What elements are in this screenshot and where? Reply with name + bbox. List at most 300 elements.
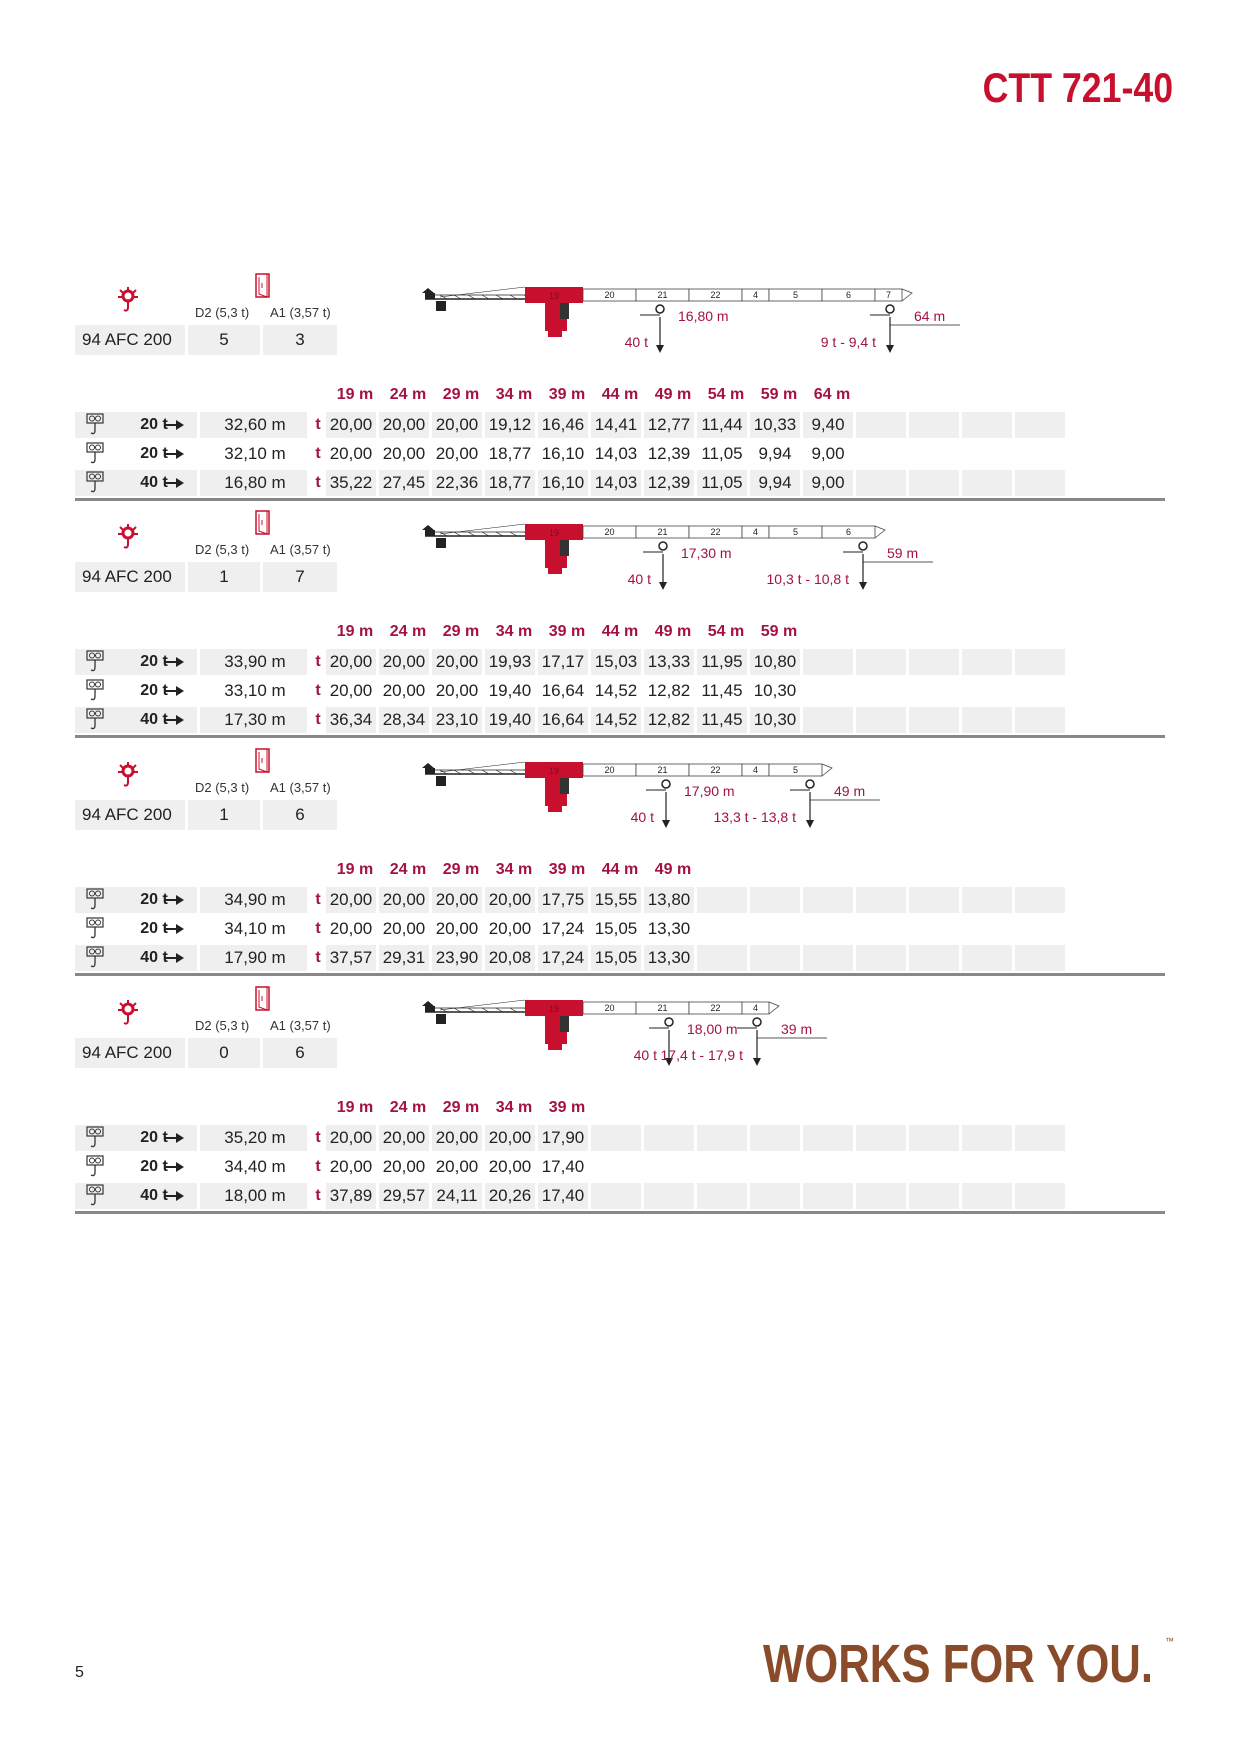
config-row <box>75 562 340 592</box>
radius-column-header: 49 m <box>654 386 692 403</box>
load-value: 20,08 <box>488 948 532 967</box>
load-value: 17,17 <box>541 652 585 671</box>
load-value: 16,64 <box>541 710 585 729</box>
value-cell-bg <box>909 1183 959 1209</box>
hook-block-icon <box>84 945 106 971</box>
row-unit: t <box>315 920 321 937</box>
value-cell-bg <box>909 916 959 942</box>
value-cell-bg <box>1015 1154 1065 1180</box>
jib-segment-label: 22 <box>710 765 721 775</box>
load-value: 24,11 <box>436 1186 478 1205</box>
jib-segment-label: 19 <box>548 291 560 301</box>
value-cell-bg <box>697 1154 747 1180</box>
load-value: 12,39 <box>647 473 691 492</box>
load-value: 20,00 <box>488 1128 532 1147</box>
hoist-crane-icon <box>115 760 141 790</box>
load-value: 20,00 <box>435 919 479 938</box>
value-cell-bg <box>909 945 959 971</box>
page-title: CTT 721-40 <box>982 64 1173 111</box>
jib-segment-label: 4 <box>752 1003 759 1013</box>
value-cell-bg <box>909 1125 959 1151</box>
radius-column-header: 24 m <box>389 623 427 640</box>
radius-column-header: 44 m <box>601 386 639 403</box>
load-value: 15,05 <box>594 948 638 967</box>
load-value: 23,10 <box>435 710 479 729</box>
page-number: 5 <box>75 1664 84 1681</box>
value-cell-bg <box>591 1183 641 1209</box>
value-cell-bg <box>962 945 1012 971</box>
value-cell-bg <box>1015 1125 1065 1151</box>
value-cell-bg <box>856 707 906 733</box>
counterweight-door-icon <box>255 273 271 299</box>
tip-load-label: 13,3 t - 13,8 t <box>713 809 796 825</box>
row-reach: 16,80 m <box>224 473 286 492</box>
reach-40t-label: 17,30 m <box>681 545 732 561</box>
value-cell-bg <box>856 887 906 913</box>
arrow-right-icon <box>163 419 185 431</box>
value-cell-bg <box>909 887 959 913</box>
jib-segment-label: 21 <box>657 290 668 300</box>
load-chart-section <box>75 998 1165 1248</box>
load-value: 36,34 <box>329 710 373 729</box>
load-value: 12,39 <box>647 444 691 463</box>
load-value: 20,00 <box>435 1128 479 1147</box>
reach-40t-label: 17,90 m <box>684 783 735 799</box>
value-cell-bg <box>697 887 747 913</box>
load-value: 29,31 <box>382 948 426 967</box>
jib-segment-label: 22 <box>710 290 721 300</box>
load-value: 10,80 <box>753 652 797 671</box>
row-load: 20 t <box>140 416 168 433</box>
radius-column-header: 34 m <box>495 623 533 640</box>
load-value: 20,00 <box>329 444 373 463</box>
radius-column-header: 44 m <box>601 861 639 878</box>
arrow-right-icon <box>163 923 185 935</box>
load-value: 16,46 <box>541 415 585 434</box>
radius-column-header: 29 m <box>442 623 480 640</box>
max-reach-label: 39 m <box>781 1021 813 1037</box>
load-value: 20,00 <box>329 415 373 434</box>
row-load: 20 t <box>140 920 168 937</box>
row-reach: 33,10 m <box>224 681 286 700</box>
section-divider <box>75 735 1165 738</box>
slogan-text: WORKS FOR YOU. <box>763 1634 1153 1690</box>
reach-40t-label: 16,80 m <box>678 308 729 324</box>
load-chart-section <box>75 522 1165 772</box>
load-value: 16,10 <box>541 473 585 492</box>
load-value: 20,26 <box>488 1186 532 1205</box>
max-reach-label: 49 m <box>834 783 866 799</box>
value-cell-bg <box>856 916 906 942</box>
value-cell-bg <box>803 707 853 733</box>
table-row <box>75 469 1165 498</box>
value-cell-bg <box>962 678 1012 704</box>
row-reach: 32,60 m <box>224 415 286 434</box>
load-value: 19,93 <box>488 652 532 671</box>
hook-block-icon <box>84 678 106 704</box>
value-cell-bg <box>1015 1183 1065 1209</box>
arrow-right-icon <box>163 952 185 964</box>
jib-diagram <box>420 281 1060 371</box>
row-unit: t <box>315 891 321 908</box>
value-cell-bg <box>697 1125 747 1151</box>
trademark-mark: ™ <box>1165 1636 1174 1646</box>
value-cell-bg <box>909 678 959 704</box>
hook-block-icon <box>84 470 106 496</box>
config-row <box>75 800 340 830</box>
value-cell-bg <box>750 1125 800 1151</box>
radius-column-header: 34 m <box>495 386 533 403</box>
value-cell-bg <box>750 1183 800 1209</box>
row-load: 20 t <box>140 445 168 462</box>
load-value: 11,44 <box>701 415 743 434</box>
load-value: 11,95 <box>701 652 743 671</box>
value-cell-bg <box>909 1154 959 1180</box>
load-value: 20,00 <box>329 1128 373 1147</box>
tip-load-label: 9 t - 9,4 t <box>820 334 876 350</box>
value-cell-bg <box>962 916 1012 942</box>
jib-diagram <box>420 994 1060 1084</box>
load-value: 9,94 <box>758 444 792 463</box>
jib-segment-label: 19 <box>548 528 560 538</box>
value-cell-bg <box>856 1125 906 1151</box>
radius-column-header: 39 m <box>548 623 586 640</box>
row-unit: t <box>315 1129 321 1146</box>
radius-column-header: 54 m <box>707 623 745 640</box>
value-cell-bg <box>962 649 1012 675</box>
section-divider <box>75 498 1165 501</box>
tip-load-label: 17,4 t - 17,9 t <box>660 1047 743 1063</box>
load-value: 18,77 <box>488 473 532 492</box>
load-value: 17,90 <box>541 1128 585 1147</box>
reach-40t-label: 18,00 m <box>687 1021 738 1037</box>
table-row <box>75 1124 1165 1153</box>
value-cell-bg <box>856 678 906 704</box>
value-cell-bg <box>750 1154 800 1180</box>
arrow-right-icon <box>163 477 185 489</box>
radius-column-headers <box>75 1099 1165 1121</box>
value-cell-bg <box>1015 678 1065 704</box>
value-cell-bg <box>909 470 959 496</box>
value-cell-bg <box>856 1154 906 1180</box>
config-header-d2: D2 (5,3 t) <box>195 305 250 320</box>
row-load: 40 t <box>140 711 168 728</box>
radius-column-headers <box>75 623 1165 645</box>
load-value: 20,00 <box>329 652 373 671</box>
value-cell-bg <box>750 916 800 942</box>
radius-column-header: 39 m <box>548 1099 586 1116</box>
config-header-d2: D2 (5,3 t) <box>195 1018 250 1033</box>
table-row <box>75 648 1165 677</box>
value-cell-bg <box>750 887 800 913</box>
jib-segment-label: 20 <box>604 290 615 300</box>
config-a1-count: 7 <box>263 562 337 592</box>
config-header-d2: D2 (5,3 t) <box>195 542 250 557</box>
radius-column-header: 29 m <box>442 386 480 403</box>
config-row <box>75 325 340 355</box>
hook-block-icon <box>84 887 106 913</box>
load-value: 10,30 <box>753 710 797 729</box>
row-reach: 34,10 m <box>224 919 286 938</box>
load-value: 27,45 <box>382 473 426 492</box>
load-40t-label: 40 t <box>627 571 651 587</box>
jib-segment-label: 21 <box>657 1003 668 1013</box>
value-cell-bg <box>856 412 906 438</box>
load-value: 37,57 <box>329 948 373 967</box>
value-cell-bg <box>856 470 906 496</box>
load-value: 13,33 <box>647 652 691 671</box>
row-reach: 17,30 m <box>224 710 286 729</box>
value-cell-bg <box>697 945 747 971</box>
radius-column-header: 49 m <box>654 861 692 878</box>
row-unit: t <box>315 474 321 491</box>
load-value: 12,77 <box>647 415 691 434</box>
row-unit: t <box>315 416 321 433</box>
value-cell-bg <box>591 1125 641 1151</box>
radius-column-header: 39 m <box>548 386 586 403</box>
row-unit: t <box>315 1187 321 1204</box>
load-value: 17,24 <box>541 948 585 967</box>
config-header-a1: A1 (3,57 t) <box>270 780 331 795</box>
load-value: 20,00 <box>488 919 532 938</box>
load-value: 18,77 <box>488 444 532 463</box>
value-cell-bg <box>909 707 959 733</box>
slogan-logo <box>761 1630 1181 1690</box>
value-cell-bg <box>1015 412 1065 438</box>
jib-segment-label: 4 <box>752 290 759 300</box>
load-value: 20,00 <box>329 681 373 700</box>
arrow-right-icon <box>163 685 185 697</box>
arrow-right-icon <box>163 894 185 906</box>
row-unit: t <box>315 711 321 728</box>
load-40t-label: 40 t <box>624 334 648 350</box>
hook-block-icon <box>84 1154 106 1180</box>
load-value: 20,00 <box>382 652 426 671</box>
load-value: 17,40 <box>541 1157 585 1176</box>
load-value: 20,00 <box>382 415 426 434</box>
row-load: 20 t <box>140 653 168 670</box>
row-load: 20 t <box>140 682 168 699</box>
load-value: 16,64 <box>541 681 585 700</box>
load-value: 14,52 <box>594 710 638 729</box>
value-cell-bg <box>803 887 853 913</box>
jib-segment-label: 4 <box>752 527 759 537</box>
value-cell-bg <box>803 1154 853 1180</box>
load-value: 20,00 <box>382 919 426 938</box>
load-value: 11,45 <box>701 710 743 729</box>
jib-segment-label: 19 <box>548 1004 560 1014</box>
jib-segment-label: 5 <box>792 527 799 537</box>
load-value: 35,22 <box>329 473 373 492</box>
load-value: 20,00 <box>435 444 479 463</box>
config-name: 94 AFC 200 <box>75 562 185 592</box>
load-value: 20,00 <box>382 890 426 909</box>
max-reach-label: 59 m <box>887 545 919 561</box>
load-table <box>75 411 1165 498</box>
load-value: 20,00 <box>435 1157 479 1176</box>
config-d2-count: 0 <box>188 1038 260 1068</box>
config-header-a1: A1 (3,57 t) <box>270 542 331 557</box>
radius-column-header: 29 m <box>442 1099 480 1116</box>
radius-column-header: 19 m <box>336 1099 374 1116</box>
table-row <box>75 677 1165 706</box>
table-row <box>75 915 1165 944</box>
table-row <box>75 1153 1165 1182</box>
load-value: 17,24 <box>541 919 585 938</box>
value-cell-bg <box>909 412 959 438</box>
value-cell-bg <box>856 441 906 467</box>
config-d2-count: 5 <box>188 325 260 355</box>
row-unit: t <box>315 653 321 670</box>
load-value: 14,03 <box>594 473 638 492</box>
jib-segment-label: 20 <box>604 765 615 775</box>
tip-load-label: 10,3 t - 10,8 t <box>766 571 849 587</box>
value-cell-bg <box>803 1125 853 1151</box>
value-cell-bg <box>962 441 1012 467</box>
value-cell-bg <box>856 945 906 971</box>
load-value: 9,40 <box>811 415 845 434</box>
value-cell-bg <box>803 1183 853 1209</box>
jib-segment-label: 19 <box>548 766 560 776</box>
arrow-right-icon <box>163 448 185 460</box>
radius-column-header: 64 m <box>813 386 851 403</box>
value-cell-bg <box>856 1183 906 1209</box>
load-value: 20,00 <box>488 890 532 909</box>
radius-column-header: 39 m <box>548 861 586 878</box>
load-40t-label: 40 t <box>633 1047 657 1063</box>
load-chart-section <box>75 285 1165 535</box>
load-value: 13,30 <box>647 948 691 967</box>
load-value: 23,90 <box>435 948 479 967</box>
table-row <box>75 440 1165 469</box>
load-value: 20,00 <box>488 1157 532 1176</box>
jib-diagram <box>420 518 1060 608</box>
value-cell-bg <box>856 649 906 675</box>
config-header-d2: D2 (5,3 t) <box>195 780 250 795</box>
value-cell-bg <box>1015 916 1065 942</box>
value-cell-bg <box>750 945 800 971</box>
radius-column-headers <box>75 386 1165 408</box>
load-value: 11,05 <box>701 444 743 463</box>
value-cell-bg <box>803 945 853 971</box>
radius-column-header: 34 m <box>495 1099 533 1116</box>
load-value: 14,52 <box>594 681 638 700</box>
load-value: 20,00 <box>435 890 479 909</box>
value-cell-bg <box>644 1125 694 1151</box>
jib-segment-label: 4 <box>752 765 759 775</box>
value-cell-bg <box>909 441 959 467</box>
jib-segment-label: 20 <box>604 527 615 537</box>
row-reach: 32,10 m <box>224 444 286 463</box>
jib-segment-label: 21 <box>657 527 668 537</box>
hook-block-icon <box>84 707 106 733</box>
jib-segment-label: 5 <box>792 765 799 775</box>
load-value: 20,00 <box>435 652 479 671</box>
hook-block-icon <box>84 412 106 438</box>
load-value: 9,00 <box>811 444 845 463</box>
load-value: 15,05 <box>594 919 638 938</box>
load-value: 12,82 <box>647 710 691 729</box>
row-load: 40 t <box>140 474 168 491</box>
load-value: 20,00 <box>329 890 373 909</box>
value-cell-bg <box>644 1183 694 1209</box>
value-cell-bg <box>962 1183 1012 1209</box>
load-value: 16,10 <box>541 444 585 463</box>
load-value: 13,30 <box>647 919 691 938</box>
row-reach: 33,90 m <box>224 652 286 671</box>
load-40t-label: 40 t <box>630 809 654 825</box>
jib-segment-label: 6 <box>845 290 852 300</box>
radius-column-header: 19 m <box>336 386 374 403</box>
value-cell-bg <box>697 1183 747 1209</box>
config-name: 94 AFC 200 <box>75 800 185 830</box>
load-table <box>75 648 1165 735</box>
value-cell-bg <box>1015 887 1065 913</box>
load-value: 20,00 <box>382 681 426 700</box>
row-load: 20 t <box>140 891 168 908</box>
config-a1-count: 6 <box>263 1038 337 1068</box>
arrow-right-icon <box>163 1132 185 1144</box>
config-header-a1: A1 (3,57 t) <box>270 1018 331 1033</box>
jib-segment-label: 22 <box>710 1003 721 1013</box>
load-value: 20,00 <box>382 444 426 463</box>
table-row <box>75 886 1165 915</box>
load-value: 17,40 <box>541 1186 585 1205</box>
table-row <box>75 944 1165 973</box>
value-cell-bg <box>1015 441 1065 467</box>
hoist-crane-icon <box>115 285 141 315</box>
load-value: 10,30 <box>753 681 797 700</box>
radius-column-header: 54 m <box>707 386 745 403</box>
value-cell-bg <box>909 649 959 675</box>
load-value: 19,40 <box>488 710 532 729</box>
arrow-right-icon <box>163 714 185 726</box>
load-table <box>75 1124 1165 1211</box>
value-cell-bg <box>1015 945 1065 971</box>
jib-segment-label: 22 <box>710 527 721 537</box>
row-reach: 18,00 m <box>224 1186 286 1205</box>
hook-block-icon <box>84 1183 106 1209</box>
row-reach: 34,40 m <box>224 1157 286 1176</box>
value-cell-bg <box>962 470 1012 496</box>
radius-column-header: 19 m <box>336 861 374 878</box>
load-value: 12,82 <box>647 681 691 700</box>
section-divider <box>75 973 1165 976</box>
row-load: 40 t <box>140 949 168 966</box>
value-cell-bg <box>803 916 853 942</box>
config-d2-count: 1 <box>188 562 260 592</box>
radius-column-header: 59 m <box>760 386 798 403</box>
load-value: 20,00 <box>329 919 373 938</box>
radius-column-header: 59 m <box>760 623 798 640</box>
config-d2-count: 1 <box>188 800 260 830</box>
value-cell-bg <box>644 1154 694 1180</box>
load-chart-section <box>75 760 1165 1010</box>
radius-column-header: 29 m <box>442 861 480 878</box>
value-cell-bg <box>962 412 1012 438</box>
table-row <box>75 1182 1165 1211</box>
load-value: 37,89 <box>329 1186 373 1205</box>
hook-block-icon <box>84 916 106 942</box>
row-reach: 34,90 m <box>224 890 286 909</box>
row-unit: t <box>315 949 321 966</box>
jib-diagram <box>420 756 1060 846</box>
hook-block-icon <box>84 1125 106 1151</box>
load-value: 14,41 <box>594 415 638 434</box>
table-row <box>75 411 1165 440</box>
arrow-right-icon <box>163 1190 185 1202</box>
load-value: 20,00 <box>382 1128 426 1147</box>
